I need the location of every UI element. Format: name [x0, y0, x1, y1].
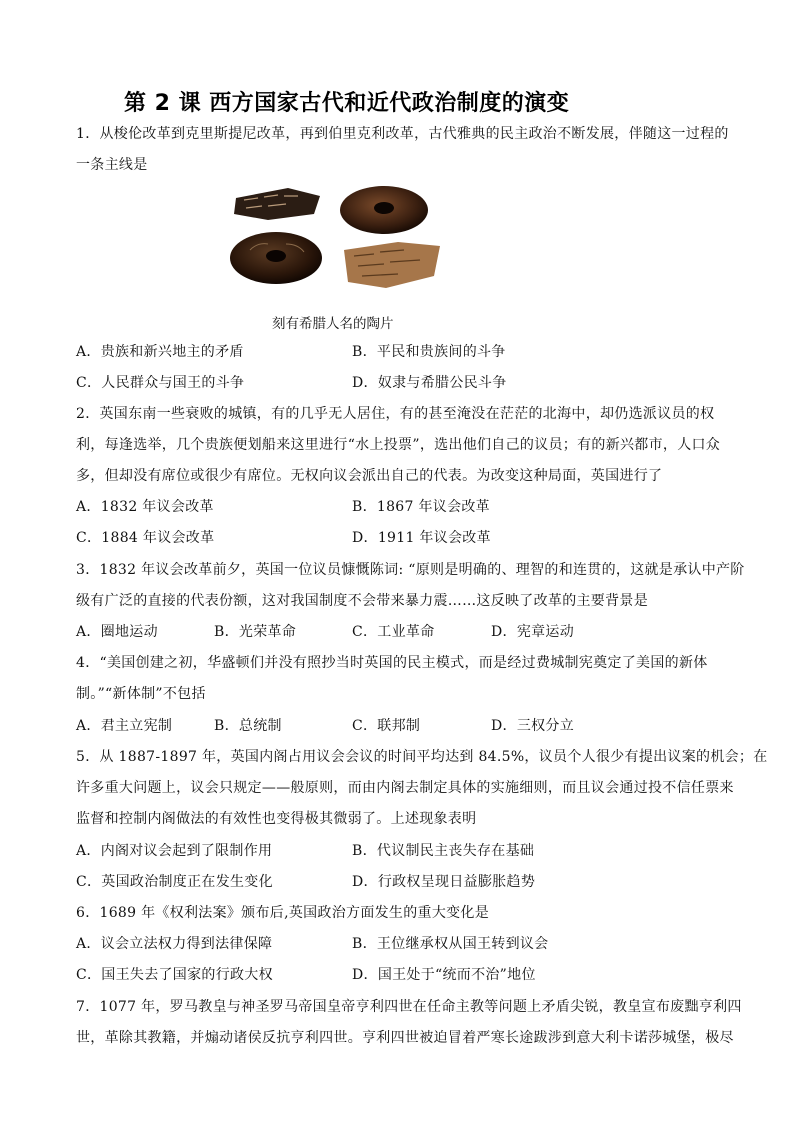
q3-option-c: C．工业革命 [352, 624, 435, 640]
q6-option-c: C．国王失去了国家的行政大权 [76, 967, 273, 983]
q6-option-d: D．国王处于“统而不治”地位 [352, 967, 536, 983]
q5-option-c: C．英国政治制度正在发生变化 [76, 874, 273, 890]
q1-option-b: B．平民和贵族间的斗争 [352, 344, 506, 360]
q1-option-d: D．奴隶与希腊公民斗争 [352, 375, 507, 391]
q6-stem-line-1: 6．1689 年《权利法案》颁布后,英国政治方面发生的重大变化是 [76, 905, 490, 921]
q5-stem-line-1: 5．从 1887-1897 年，英国内阁占用议会会议的时间平均达到 84.5%，议员个人很少有提出议案的机会；在 [76, 749, 768, 765]
page-title: 第 2 课 西方国家古代和近代政治制度的演变 [124, 91, 570, 116]
q1-stem-line-1: 1．从梭伦改革到克里斯提尼改革，再到伯里克利改革，古代雅典的民主政治不断发展，伴随这一过程的 [76, 126, 729, 142]
q3-stem-line-1: 3．1832 年议会改革前夕，英国一位议员慷慨陈词: “原则是明确的、理智的和连贯的，这就是承认中产阶 [76, 562, 745, 578]
q4-option-a: A．君主立宪制 [76, 718, 173, 734]
q3-option-b: B．光荣革命 [214, 624, 297, 640]
q4-stem-line-2: 制。”“新体制”不包括 [76, 686, 206, 702]
q5-option-b: B．代议制民主丧失存在基础 [352, 843, 535, 859]
q3-stem-line-2: 级有广泛的直接的代表份额，这对我国制度不会带来暴力震……这反映了改革的主要背景是 [76, 593, 648, 609]
q5-stem-line-3: 监督和控制内阁做法的有效性也变得极其微弱了。上述现象表明 [76, 811, 477, 827]
q4-option-d: D．三权分立 [491, 718, 575, 734]
pottery-shards-image [228, 184, 450, 294]
q6-option-b: B．王位继承权从国王转到议会 [352, 936, 549, 952]
q3-option-d: D．宪章运动 [491, 624, 575, 640]
q5-option-a: A．内阁对议会起到了限制作用 [76, 843, 273, 859]
q5-option-d: D．行政权呈现日益膨胀趋势 [352, 874, 536, 890]
q7-stem-line-1: 7．1077 年，罗马教皇与神圣罗马帝国皇帝亨利四世在任命主教等问题上矛盾尖锐，教皇宣布废黜亨利四 [76, 999, 742, 1015]
q7-stem-line-2: 世，革除其教籍，并煽动诸侯反抗亨利四世。亨利四世被迫冒着严寒长途跋涉到意大利卡诺莎城堡，极尽 [76, 1030, 734, 1046]
q2-option-b: B．1867 年议会改革 [352, 499, 490, 515]
q2-option-d: D．1911 年议会改革 [352, 530, 491, 546]
q5-stem-line-2: 许多重大问题上，议会只规定——般原则，而由内阁去制定具体的实施细则，而且议会通过投不信任票来 [76, 780, 734, 796]
q4-option-c: C．联邦制 [352, 718, 421, 734]
q3-option-a: A．圈地运动 [76, 624, 158, 640]
q2-option-c: C．1884 年议会改革 [76, 530, 215, 546]
q2-stem-line-3: 多，但却没有席位或很少有席位。无权向议会派出自己的代表。为改变这种局面，英国进行了 [76, 468, 663, 484]
q2-stem-line-2: 利，每逢选举，几个贵族便划船来这里进行“水上投票”，选出他们自己的议员；有的新兴都市，人口众 [76, 437, 721, 453]
q4-option-b: B．总统制 [214, 718, 282, 734]
q2-stem-line-1: 2．英国东南一些衰败的城镇，有的几乎无人居住，有的甚至淹没在茫茫的北海中，却仍选派议员的权 [76, 406, 715, 422]
q2-option-a: A．1832 年议会改革 [76, 499, 214, 515]
q1-option-a: A．贵族和新兴地主的矛盾 [76, 344, 244, 360]
q6-option-a: A．议会立法权力得到法律保障 [76, 936, 273, 952]
q4-stem-line-1: 4．“美国创建之初，华盛顿们并没有照抄当时英国的民主模式，而是经过费城制宪奠定了美国的新体 [76, 655, 708, 671]
q1-stem-line-2: 一条主线是 [76, 157, 148, 173]
figure-caption: 刻有希腊人名的陶片 [272, 316, 394, 332]
q1-option-c: C．人民群众与国王的斗争 [76, 375, 245, 391]
